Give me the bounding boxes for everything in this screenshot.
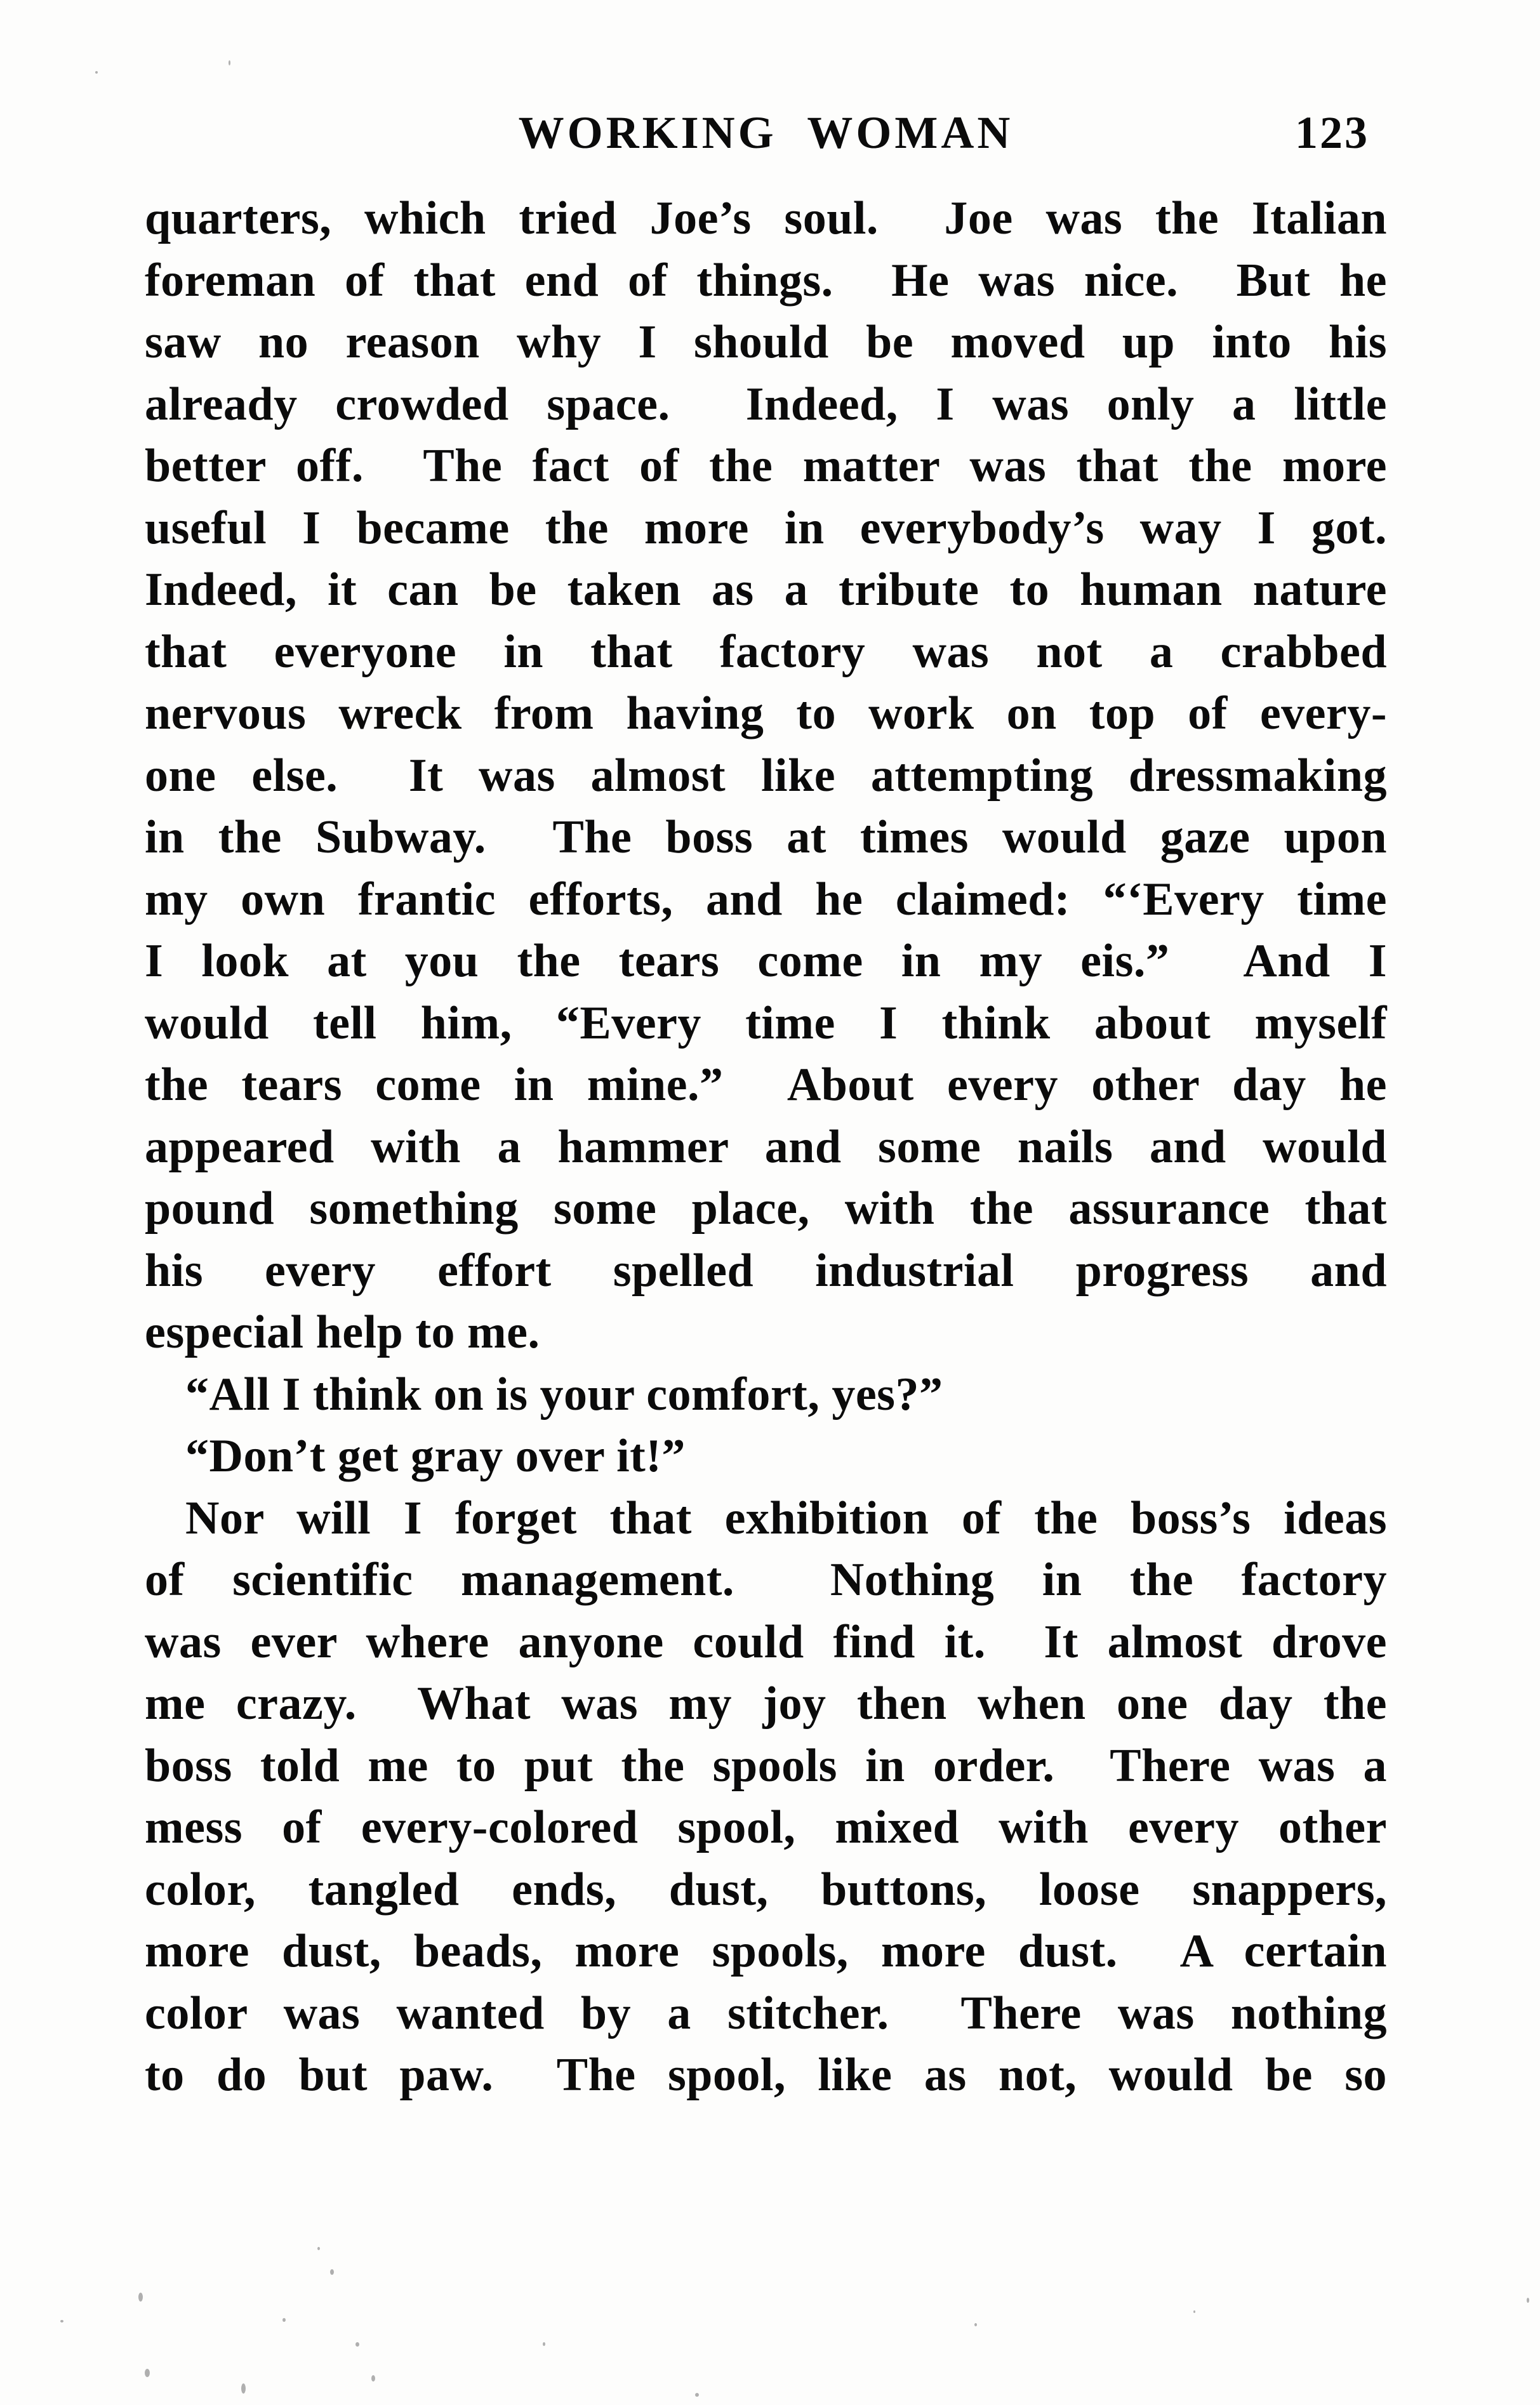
text-line: appeared with a hammer and some nails and would xyxy=(145,1120,1387,1173)
text-block xyxy=(145,188,1387,2107)
text-line: Indeed, it can be taken as a tribute to human nature xyxy=(145,564,1387,616)
scan-speck xyxy=(95,71,98,74)
scan-speck xyxy=(241,2383,246,2394)
text-line: quarters, which tried Joe’s soul. Joe was the Italian xyxy=(145,192,1387,244)
text-line: color was wanted by a stitcher. There was nothing xyxy=(145,1987,1387,2039)
text-line: useful I became the more in everybody’s way I got. xyxy=(145,501,1387,554)
scan-speck xyxy=(974,2323,977,2326)
scan-speck xyxy=(60,2320,63,2322)
text-line: the tears come in mine.” About every other day he xyxy=(145,1059,1387,1111)
text-line: pound something some place, with the assurance that xyxy=(145,1183,1387,1235)
text-line: boss told me to put the spools in order. There was a xyxy=(145,1739,1387,1792)
scan-speck xyxy=(330,2269,334,2275)
scan-speck xyxy=(695,2393,699,2397)
text-line: more dust, beads, more spools, more dust. A certain xyxy=(145,1925,1387,1977)
scan-speck xyxy=(229,60,230,65)
page-number: 123 xyxy=(1295,107,1369,158)
text-line: mess of every-colored spool, mixed with every other xyxy=(145,1801,1387,1853)
running-head xyxy=(145,107,1387,168)
scan-speck xyxy=(1193,2310,1195,2313)
text-line: my own frantic efforts, and he claimed: “‘Every time xyxy=(145,873,1387,925)
text-line: would tell him, “Every time I think about myself xyxy=(145,997,1387,1049)
scan-speck xyxy=(317,2247,320,2250)
text-line: foreman of that end of things. He was nice. But he xyxy=(145,254,1387,307)
text-line: of scientific management. Nothing in the factory xyxy=(145,1554,1387,1606)
text-line: Nor will I forget that exhibition of the boss’s ideas xyxy=(185,1492,1387,1544)
scan-speck xyxy=(138,2293,143,2302)
scan-speck xyxy=(371,2375,375,2382)
text-line: one else. It was almost like attempting dressmaking xyxy=(145,749,1387,802)
scan-speck xyxy=(1527,2298,1529,2303)
text-line: I look at you the tears come in my eis.” And I xyxy=(145,935,1387,987)
text-line: his every effort spelled industrial progress and xyxy=(145,1244,1387,1297)
text-line: especial help to me. xyxy=(145,1306,540,1358)
text-line: me crazy. What was my joy then when one day the xyxy=(145,1678,1387,1730)
text-line: saw no reason why I should be moved up into his xyxy=(145,316,1387,368)
text-line: already crowded space. Indeed, I was only a little xyxy=(145,378,1387,430)
text-line: better off. The fact of the matter was that the more xyxy=(145,440,1387,492)
text-line: in the Subway. The boss at times would gaze upon xyxy=(145,811,1387,863)
text-line: “Don’t get gray over it!” xyxy=(185,1430,686,1482)
scan-speck xyxy=(543,2342,545,2346)
text-line: color, tangled ends, dust, buttons, loose snappers, xyxy=(145,1863,1387,1916)
page-title: WORKING WOMAN xyxy=(518,107,1014,158)
text-line: “All I think on is your comfort, yes?” xyxy=(185,1368,943,1421)
scan-speck xyxy=(355,2342,359,2347)
text-line: to do but paw. The spool, like as not, would be so xyxy=(145,2049,1387,2101)
scan-speck xyxy=(282,2318,286,2322)
text-line: nervous wreck from having to work on top of every- xyxy=(145,687,1387,739)
scan-speck xyxy=(145,2369,150,2377)
text-line: was ever where anyone could find it. It almost drove xyxy=(145,1615,1387,1668)
text-line: that everyone in that factory was not a crabbed xyxy=(145,625,1387,678)
